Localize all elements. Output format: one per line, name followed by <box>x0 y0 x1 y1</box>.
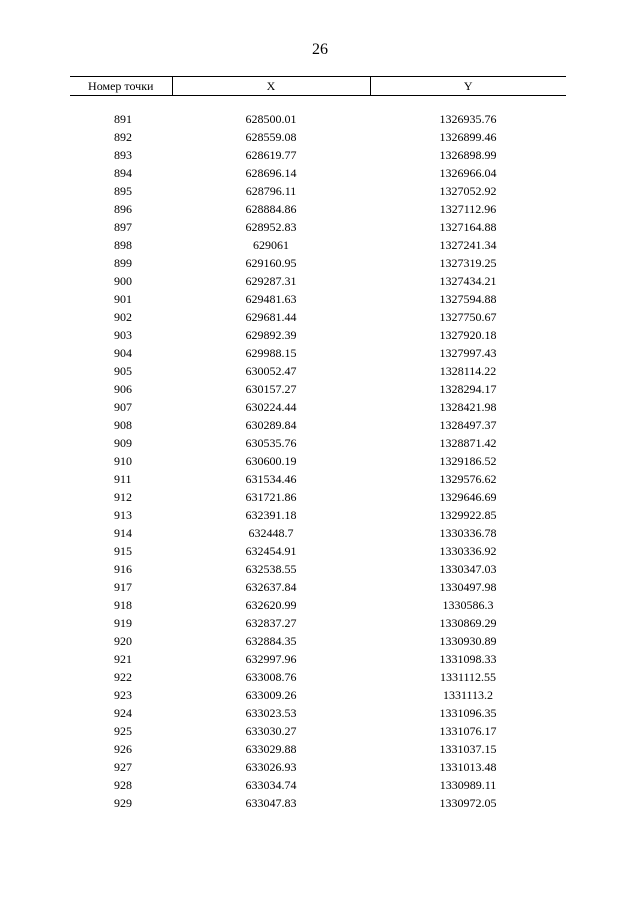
table-row <box>70 380 566 398</box>
x-coordinate-cell: 633030.27 <box>245 724 297 738</box>
x-coordinate-cell: 629681.44 <box>245 310 297 324</box>
point-number-cell: 919 <box>114 616 132 630</box>
point-number-cell: 920 <box>114 634 132 648</box>
table-row <box>70 128 566 146</box>
point-number-cell: 922 <box>114 670 132 684</box>
table-row <box>70 632 566 650</box>
y-coordinate-cell: 1328114.22 <box>439 364 497 378</box>
x-coordinate-cell: 632448.7 <box>248 526 294 540</box>
y-coordinate-cell: 1326966.04 <box>439 166 497 180</box>
y-coordinate-cell: 1331112.55 <box>439 670 497 684</box>
y-coordinate-cell: 1329576.62 <box>439 472 497 486</box>
y-coordinate-cell: 1326899.46 <box>439 130 497 144</box>
table-row <box>70 416 566 434</box>
x-coordinate-cell: 631721.86 <box>245 490 297 504</box>
point-number-cell: 915 <box>114 544 132 558</box>
x-coordinate-cell: 632391.18 <box>245 508 297 522</box>
table-row <box>70 290 566 308</box>
y-coordinate-cell: 1327164.88 <box>439 220 497 234</box>
table-row <box>70 308 566 326</box>
x-coordinate-cell: 628696.14 <box>245 166 297 180</box>
point-number-cell: 892 <box>114 130 132 144</box>
y-coordinate-cell: 1329922.85 <box>439 508 497 522</box>
y-coordinate-cell: 1326898.99 <box>439 148 497 162</box>
point-number-cell: 925 <box>114 724 132 738</box>
table-row <box>70 506 566 524</box>
point-number-cell: 899 <box>114 256 132 270</box>
point-number-cell: 917 <box>114 580 132 594</box>
y-coordinate-cell: 1331098.33 <box>439 652 497 666</box>
x-coordinate-cell: 633009.26 <box>245 688 297 702</box>
x-coordinate-cell: 632637.84 <box>245 580 297 594</box>
x-coordinate-cell: 628884.86 <box>245 202 297 216</box>
table-row <box>70 110 566 128</box>
table-row <box>70 362 566 380</box>
point-number-cell: 903 <box>114 328 132 342</box>
point-number-cell: 929 <box>114 796 132 810</box>
y-coordinate-cell: 1330336.92 <box>439 544 497 558</box>
x-coordinate-cell: 632454.91 <box>245 544 297 558</box>
x-coordinate-cell: 633026.93 <box>245 760 297 774</box>
table-row <box>70 596 566 614</box>
x-coordinate-cell: 632620.99 <box>245 598 297 612</box>
x-coordinate-cell: 630600.19 <box>245 454 297 468</box>
point-number-cell: 914 <box>114 526 132 540</box>
table-row <box>70 668 566 686</box>
table-row <box>70 398 566 416</box>
point-number-cell: 904 <box>114 346 132 360</box>
table-row <box>70 758 566 776</box>
table-row <box>70 200 566 218</box>
table-row <box>70 686 566 704</box>
table-spacer-row <box>70 96 566 111</box>
header-y: Y <box>370 77 566 96</box>
point-number-cell: 923 <box>114 688 132 702</box>
x-coordinate-cell: 633008.76 <box>245 670 297 684</box>
table-spacer-cell <box>70 96 566 111</box>
y-coordinate-cell: 1327052.92 <box>439 184 497 198</box>
point-number-cell: 906 <box>114 382 132 396</box>
table-row <box>70 578 566 596</box>
x-coordinate-cell: 629061 <box>253 238 289 252</box>
table-row <box>70 434 566 452</box>
point-number-cell: 918 <box>114 598 132 612</box>
y-coordinate-cell: 1327920.18 <box>439 328 497 342</box>
table-row <box>70 722 566 740</box>
y-coordinate-cell: 1327434.21 <box>439 274 497 288</box>
x-coordinate-cell: 633023.53 <box>245 706 297 720</box>
table-row <box>70 218 566 236</box>
x-coordinate-cell: 633047.83 <box>245 796 297 810</box>
point-number-cell: 927 <box>114 760 132 774</box>
y-coordinate-cell: 1328421.98 <box>439 400 497 414</box>
x-coordinate-cell: 629892.39 <box>245 328 297 342</box>
table-row <box>70 452 566 470</box>
x-coordinate-cell: 632837.27 <box>245 616 297 630</box>
y-coordinate-cell: 1331013.48 <box>439 760 497 774</box>
table-row <box>70 776 566 794</box>
y-coordinate-cell: 1326935.76 <box>439 112 497 126</box>
y-coordinate-cell: 1327112.96 <box>439 202 497 216</box>
point-number-cell: 928 <box>114 778 132 792</box>
x-coordinate-cell: 633034.74 <box>245 778 297 792</box>
table-row <box>70 164 566 182</box>
point-number-cell: 907 <box>114 400 132 414</box>
point-number-cell: 894 <box>114 166 132 180</box>
y-coordinate-cell: 1331113.2 <box>442 688 494 702</box>
point-number-cell: 909 <box>114 436 132 450</box>
y-coordinate-cell: 1327594.88 <box>439 292 497 306</box>
table-header-row <box>70 77 566 96</box>
header-x: X <box>172 77 370 96</box>
table-row <box>70 326 566 344</box>
x-coordinate-cell: 628796.11 <box>245 184 297 198</box>
point-number-cell: 900 <box>114 274 132 288</box>
y-coordinate-cell: 1330347.03 <box>439 562 497 576</box>
y-coordinate-cell: 1329646.69 <box>439 490 497 504</box>
y-coordinate-cell: 1331076.17 <box>439 724 497 738</box>
y-coordinate-cell: 1330586.3 <box>442 598 494 612</box>
point-number-cell: 910 <box>114 454 132 468</box>
y-coordinate-cell: 1328497.37 <box>439 418 497 432</box>
y-coordinate-cell: 1330930.89 <box>439 634 497 648</box>
table-row <box>70 182 566 200</box>
y-coordinate-cell: 1330972.05 <box>439 796 497 810</box>
y-coordinate-cell: 1327241.34 <box>439 238 497 252</box>
table-row <box>70 488 566 506</box>
header-point-number: Номер точки <box>70 77 172 96</box>
x-coordinate-cell: 632997.96 <box>245 652 297 666</box>
table-row <box>70 524 566 542</box>
y-coordinate-cell: 1327750.67 <box>439 310 497 324</box>
x-coordinate-cell: 633029.88 <box>245 742 297 756</box>
x-coordinate-cell: 632538.55 <box>245 562 297 576</box>
y-coordinate-cell: 1327997.43 <box>439 346 497 360</box>
coordinates-table <box>70 76 566 812</box>
table-row <box>70 272 566 290</box>
point-number-cell: 895 <box>114 184 132 198</box>
x-coordinate-cell: 632884.35 <box>245 634 297 648</box>
point-number-cell: 905 <box>114 364 132 378</box>
y-coordinate-cell: 1328294.17 <box>439 382 497 396</box>
point-number-cell: 913 <box>114 508 132 522</box>
point-number-cell: 902 <box>114 310 132 324</box>
table-row <box>70 146 566 164</box>
x-coordinate-cell: 630535.76 <box>245 436 297 450</box>
page-number: 26 <box>312 41 328 58</box>
y-coordinate-cell: 1330869.29 <box>439 616 497 630</box>
y-coordinate-cell: 1331096.35 <box>439 706 497 720</box>
point-number-cell: 926 <box>114 742 132 756</box>
y-coordinate-cell: 1328871.42 <box>439 436 497 450</box>
point-number-cell: 911 <box>114 472 132 486</box>
point-number-cell: 901 <box>114 292 132 306</box>
x-coordinate-cell: 628500.01 <box>245 112 297 126</box>
point-number-cell: 916 <box>114 562 132 576</box>
table-row <box>70 470 566 488</box>
point-number-cell: 896 <box>114 202 132 216</box>
y-coordinate-cell: 1331037.15 <box>439 742 497 756</box>
x-coordinate-cell: 628619.77 <box>245 148 297 162</box>
table-row <box>70 614 566 632</box>
table-row <box>70 254 566 272</box>
x-coordinate-cell: 630052.47 <box>245 364 297 378</box>
x-coordinate-cell: 630289.84 <box>245 418 297 432</box>
x-coordinate-cell: 628952.83 <box>245 220 297 234</box>
table-row <box>70 560 566 578</box>
y-coordinate-cell: 1327319.25 <box>439 256 497 270</box>
y-coordinate-cell: 1330497.98 <box>439 580 497 594</box>
x-coordinate-cell: 628559.08 <box>245 130 297 144</box>
table-body <box>70 96 566 813</box>
x-coordinate-cell: 629481.63 <box>245 292 297 306</box>
x-coordinate-cell: 630157.27 <box>245 382 297 396</box>
table-row <box>70 794 566 812</box>
point-number-cell: 921 <box>114 652 132 666</box>
point-number-cell: 893 <box>114 148 132 162</box>
table-row <box>70 650 566 668</box>
point-number-cell: 908 <box>114 418 132 432</box>
table-row <box>70 704 566 722</box>
y-coordinate-cell: 1330336.78 <box>439 526 497 540</box>
table-row <box>70 236 566 254</box>
x-coordinate-cell: 629287.31 <box>245 274 297 288</box>
point-number-cell: 924 <box>114 706 132 720</box>
x-coordinate-cell: 629160.95 <box>245 256 297 270</box>
x-coordinate-cell: 631534.46 <box>245 472 297 486</box>
x-coordinate-cell: 630224.44 <box>245 400 297 414</box>
x-coordinate-cell: 629988.15 <box>245 346 297 360</box>
table-row <box>70 542 566 560</box>
point-number-cell: 912 <box>114 490 132 504</box>
point-number-cell: 891 <box>114 112 132 126</box>
y-coordinate-cell: 1329186.52 <box>439 454 497 468</box>
point-number-cell: 897 <box>114 220 132 234</box>
table-row <box>70 740 566 758</box>
table-row <box>70 344 566 362</box>
y-coordinate-cell: 1330989.11 <box>439 778 497 792</box>
point-number-cell: 898 <box>114 238 132 252</box>
